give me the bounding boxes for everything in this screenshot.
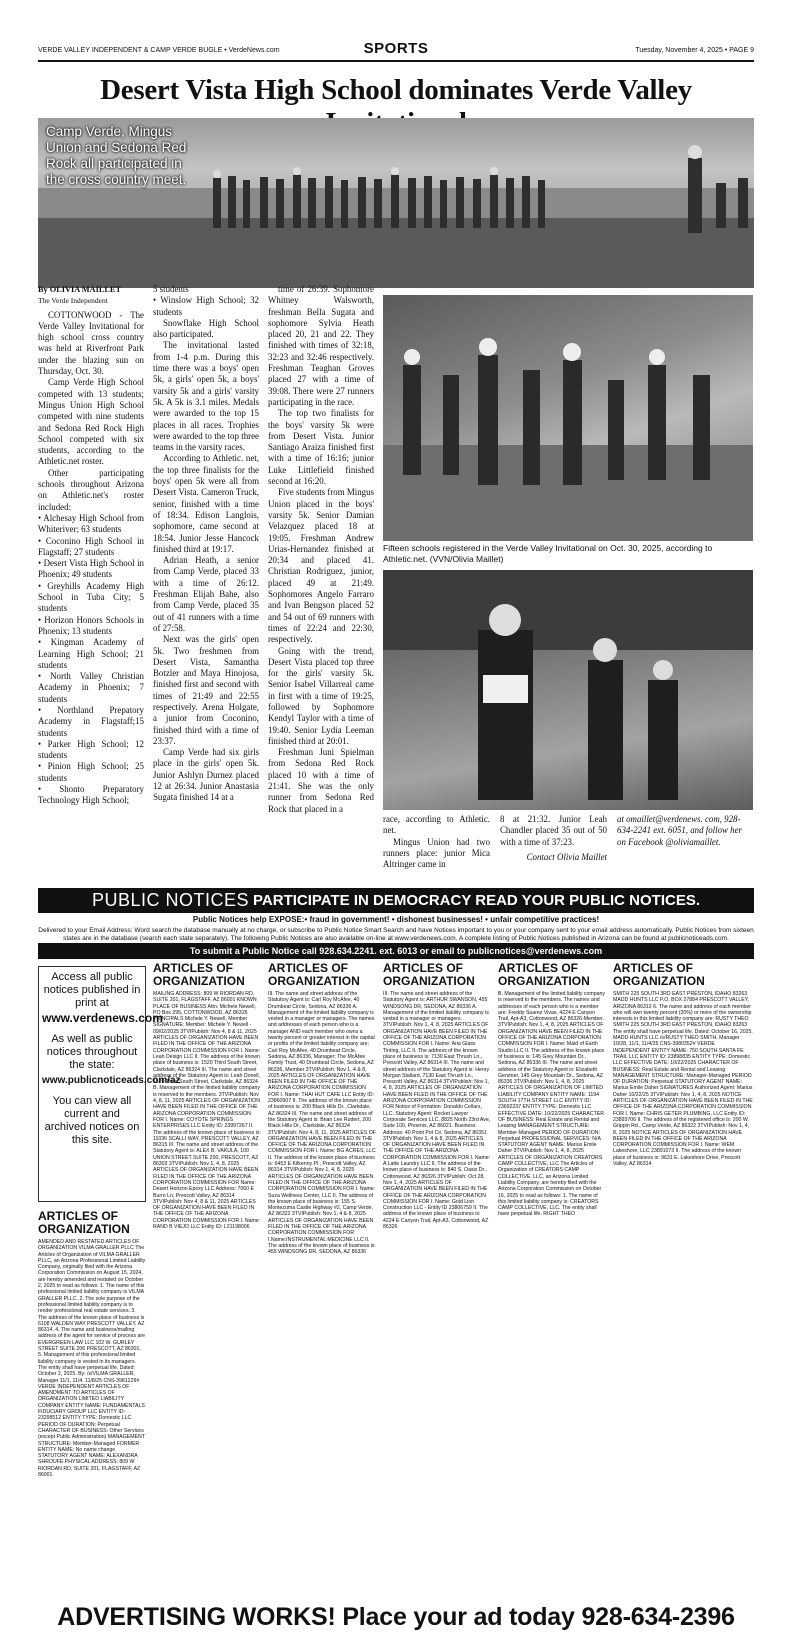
public-notices-slogan: PARTICIPATE IN DEMOCRACY READ YOUR PUBLIC NOTICES. [253, 892, 700, 909]
paragraph: Adrian Heath, a senior from Camp Verde, placed 33 with a time of 26:12. Freshman Elijah Bahe, also from Camp Verde, placed 35 out of 41 runners with a time of 27:58. [153, 555, 259, 633]
header-rule [38, 60, 754, 62]
byline: By OLIVIA MAILLET [38, 285, 121, 294]
paragraph: Mingus Union had two runners place: junior Mica Altringer came in [383, 836, 490, 870]
notice-column-6 [613, 962, 753, 1598]
list-item: • Northland Prepatory Academy in Flagstaff;15 students [38, 704, 144, 738]
list-item: • Coconino High School in Flagstaff; 27 students [38, 535, 144, 557]
list-item: • Shonto Preparatory Technology High School; [38, 784, 144, 806]
advertising-footer: ADVERTISING WORKS! Place your ad today 928-634-2396 [57, 1603, 735, 1631]
promo-text: Access all public notices published in print at [43, 971, 141, 1009]
list-item: • Parker High School; 12 students [38, 738, 144, 761]
photo-caption: Fifteen schools registered in the Verde Valley Invitational on Oct. 30, 2025, according to Athletic.net. (VVN/Olivia Maillet) [383, 543, 713, 564]
paragraph: The invitational lasted from 1-4 p.m. During this time there was a boys' open 5k, a girls' open 5k, a boys' varsity 5k and a girls' varsity 5k. A 5k is 3.1 miles. Medals were awarded to the top 15 places in all races. Trophies were awarded to the top three teams in the varsity races. [153, 340, 259, 453]
promo-text: You can view all current and archived notices on this site. [44, 1095, 140, 1146]
public-notices-banner [38, 888, 754, 913]
paragraph: time of 26:39. Sophomore Whitney Walsworth, freshman Bella Sugata and sophomore Sylvia Heath placed 20, 21 and 22. They finished with times of 32:18, 32:23 and 32:46 respectively. Freshman Teaghan Groves placed 27 with a time of 39:08. There were 27 runners participating in the race. [268, 284, 374, 407]
notice-text: AMENDED AND RESTATED ARTICLES OF ORGANIZATION VILMA GRALLER PLLC The Articles of Organization of VILMA GRALLER PLLC, an Arizona Professional Limited Liability Company, originally filed with the Arizona Corporation Commission on August 15, 2024, are hereby amended and restated on October 2, 2025 to read as follows: 1. The name of this professional limited liability company is VILMA GRALLER PLLC. 2. The sole purpose of the professional limited liability company is to render professional real estate services. 3. The address of the known place of business is 6108 WALDEN WAY PRESCOTT VALLEY, AZ 86314. 4. The name and business/mailing address of the agent for service of process are EVERGREEN LAW LLC 102 W. GURLEY STREET SUITE 206 PRESCOTT, AZ 86301. 5. Management of this professional limited liability company is vested in its managers. The entity shall have perpetual life. Dated: October 2, 2025. By: /s/VILMA GRALLER, Manager 11/1, 11/4, 11/8/25 CNS-3981229# VERDE INDEPENDENT ARTICLES OF AMENDMENT TO ARTICLES OF ORGANIZATION LIMITED LIABILITY COMPANY ENTITY NAME: FUNDAMENTALS FIDUCIARY GROUP LLC ENTITY ID: 23298512 ENTITY TYPE: Domestic LLC PERIOD OF DURATION: Perpetual CHARACTER OF BUSINESS: Other Services (except Public Administration) MANAGEMENT STRUCTURE: Member-Managed FORMER ENTITY NAME: No name change STATUTORY AGENT NAME: ALEXANDRA SHROUFE PHYSICAL ADDRESS: 809 W RIORDAN RD, SUITE 201, FLAGSTAFF, AZ 86001 [38, 1239, 146, 1478]
contact-line: Contact Olivia Maillet [526, 851, 607, 862]
byline-org: The Verde Independent [38, 296, 108, 306]
notice-text: B. Management of the limited liability company is reserved to the members. The names and addresses of each person who is a member are: Freddy Suarez Vivas, 4224 E Canyon Trail, Apt-A3, Cottonwood, AZ 86326-Member. 3TVIPublish: Nov 1, 4, 8, 2025 ARTICLES OF ORGANIZATION HAVE BEEN FILED IN THE OFFICE OF THE ARIZONA CORPORATION COMMISSION FOR I. Name: Maid of Earth Studio LLC II. The address of the known place of business is: 145 Grey Mountain Dr., Sedona, AZ 86336 III. The name and street address of the Statutory Agent is: Elizabeth Gerstner, 145 Grey Mountain Dr., Sedona, AZ 86336 3TVIPublish: Nov 1, 4, 8, 2025 ARTICLES OF ORGANIZATION OF LIMITED LIABILITY COMPANY ENTITY NAME: 1194 SOUTH 17TH STREET LLC ENTITY ID: 23692237 ENTITY TYPE: Domestic LLC EFFECTIVE DATE: 10/22/2025 CHARACTER OF BUSINESS: Real Estate and Rental and Leasing MANAGEMENT STRUCTURE: Member-Managed PERIOD OF DURATION: Perpetual PROFESSIONAL SERVICES: N/A STATUTORY AGENT NAME: Marius Emile Daher 3TVIPublish: Nov 1, 4, 8, 2025 ARTICLES OF ORGANIZATION CREATORS CAMP COLLECTIVE, LLC The Articles of Organization of CREATORS CAMP COLLECTIVE, LLC, an Arizona Limited Liability Company, are hereby filed with the Arizona Corporation Commission on October 16, 2025 to read as follows: 1. The name of this limited liability company is: CREATORS CAMP COLLECTIVE, LLC. The entity shall have perpetual life. RIGHT THEO [498, 991, 605, 1218]
notice-text: III. The name and street address of the Statutory Agent is: Carl Roy McAfee, 40 Drumbeat Circle, Sedona, AZ 86336 A. Management of the limited liability company is vested in a manager or managers. The names and addresses of each person who is a manager AND each member who owns a twenty percent or greater interest in the capital or profits of the limited liability company are: Carl Roy McAfee, 40 Drumbeat Circle, Sedona, AZ 86336, Manager; The McAfee Family Trust, 40 Drumbeat Circle, Sedona, AZ 86336, Member 3TVIPublish: Nov 1, 4 & 8, 2025 ARTICLES OF ORGANIZATION HAVE BEEN FILED IN THE OFFICE OF THE ARIZONA CORPORATION COMMISSION FOR I. Name: THAI HUT CAFE LLC Entity ID: 23860907 II. The address of the known place of business is: 200 Black Hills Dr., Clarkdale, AZ 86324 III. The name and street address of the Statutory Agent is: Brian Lee Rudert, 200 Black Hills Dr., Clarkdale, AZ 86324 3TVIPublish: Nov 4, 8, 11, 2025 ARTICLES OF ORGANIZATION HAVE BEEN FILED IN THE OFFICE OF THE ARIZONA CORPORATION COMMISSION FOR I. Name: BG ACRES, LLC II. The address of the known place of business is: 6453 E Kilkenny Pl., Prescott Valley, AZ 86314 3TVIPublish: Nov 1, 4, 8, 2025 ARTICLES OF ORGANIZATION HAVE BEEN FILED IN THE OFFICE OF THE ARIZONA CORPORATION COMMISSION FOR I. Name: Suza Wellness Center, LLC II. The address of the known place of business is: 155 S. Montezuma Castle Highway #2, Camp Verde, AZ 86322 3TVIPublish: Nov 1, 4 & 8, 2025 ARTICLES OF ORGANIZATION HAVE BEEN FILED IN THE OFFICE OF THE ARIZONA CORPORATION COMMISSION FOR I.Name:INSTRUMENTAL MEDICINE LLC II. The address of the known place of business is: 455 WINDSONG DR, SEDONA, AZ 86336 [268, 991, 376, 1256]
runners-illustration-3 [383, 570, 753, 810]
notice-heading: ARTICLES OF ORGANIZATION [38, 1210, 130, 1236]
notice-column-3 [268, 962, 376, 1598]
notice-heading: ARTICLES OF ORGANIZATION [383, 962, 475, 988]
article-column-5 [500, 814, 607, 884]
paragraph: Going with the trend, Desert Vista placed top three for the girls' varsity 5k. Senior Isabel Villarreal came in first with a time of 19:25, followed by Sophomore Kendyl Taylor with a time of 19:40. Senior Lydia Leeman finished third at 20:01. [268, 645, 374, 746]
promo-text: As well as public notices throughout the state: [46, 1033, 138, 1071]
notice-text: III. The name and street address of the Statutory Agent is: ARTHUR SWANSON, 455 WINDSONG DR, SEDONA, AZ 86336 A. Management of the limited liability company is vested in a manager or managers. 3TVIPublish: Nov 1, 4, 8, 2025 ARTICLES OF ORGANIZATION HAVE BEEN FILED IN THE OFFICE OF THE ARIZONA CORPORATION COMMISSION FOR I. Name: Aria Glass Tinting, LLC II. The address of the known place of business is: 7130 East Thrush Ln., Prescott Valley, AZ 86314 III. The name and street address of the Statutory Agent is: Henry Morgan Stallard, 7130 East Thrush Ln., Prescott Valley, AZ 86314 3TVIPublish: Nov 1, 4, 8, 2025 ARTICLES OF ORGANIZATION HAVE BEEN FILED IN THE OFFICE OF THE ARIZONA CORPORATION COMMISSION FOR Notice of Formation: Donaldo Cellars, LLC. Statutory Agent: Rocket Lawyer Corporate Services LLC, 8825 North 23rd Ave, Suite 100, Phoenix, AZ 86021. Business Address: 40 Point Pot Cir. Sedona, AZ 86351 3TVIPublish: Nov 1, 4 & 8, 2025 ARTICLES OF ORGANIZATION HAVE BEEN FILED IN THE OFFICE OF THE ARIZONA CORPORATION COMMISSION FOR I. Name: A Latte Laundry LLC II. The address of the known place of business is: 840 S. Oasis Dr., Cottonwood, AZ 86326 3TVIPublish: Oct 28, Nov 1, 4, 2025 ARTICLES OF ORGANIZATION HAVE BEEN FILED IN THE OFFICE OF THE ARIZONA CORPORATION COMMISSION FOR I. Name: Gold Lion Construction LLC - Entity ID 23806759 II. The address of the known place of business is: 4224 E Canyon Trail, Apt-A3, Cottonwood, AZ 86326 [383, 991, 491, 1230]
notice-column-2 [153, 962, 261, 1598]
paragraph: Snowflake High School also participated. [153, 317, 259, 340]
list-item: • Desert Vista High School in Phoenix; 49 students [38, 558, 144, 580]
submit-notice-bar: To submit a Public Notice call 928.634.2241. ext. 6013 or email to publicnotices@verdenews.com [38, 943, 754, 959]
paragraph: race, according to Athletic. net. [383, 814, 490, 836]
notice-heading: ARTICLES OF ORGANIZATION [613, 962, 705, 988]
list-item: • North Valley Christian Academy in Phoenix; 7 students [38, 671, 144, 704]
hero-caption: Camp Verde, Mingus Union and Sedona Red Rock all participated in the cross country meet. [46, 124, 187, 187]
notice-heading: ARTICLES OF ORGANIZATION [268, 962, 360, 988]
promo-link-publicnoticeads[interactable]: www.publicnoticeads.com/az [42, 1075, 181, 1086]
notice-column-1 [38, 1210, 146, 1598]
article-column-2 [153, 284, 259, 884]
page-header [38, 40, 754, 62]
paragraph: COTTONWOOD - The Verde Valley Invitational for high school cross country was held at Riverfront Park under the blazing sun on Thursday, Oct. 30. [38, 309, 144, 377]
runners-photo-3 [383, 570, 753, 810]
notice-column-4 [383, 962, 491, 1598]
public-notices-title: PUBLIC NOTICES [91, 890, 250, 910]
list-item: • Alchesay High School from Whiteriver; 63 students [38, 512, 144, 535]
article-column-3 [268, 284, 374, 884]
notice-access-promo [38, 966, 181, 1202]
runners-illustration-2 [383, 295, 753, 541]
headline: Desert Vista High School dominates Verde Valley [100, 74, 692, 106]
article-column-1 [38, 284, 144, 884]
notice-column-5 [498, 962, 606, 1598]
public-notices-note: Delivered to your Email Address: Word search the database manually at no charge, or subscribe to Public Notice Smart Search and have Notices important to you or your company sent to your email address automatically. Public Notices from sixteen states are in the database (search each state separately). The following Public Notices are also available on-line at www.verdenews.com. A complete listing of Public Notices published in Arizona can be found at publicnoticeads.com. [38, 927, 754, 942]
promo-link-verdenews[interactable]: www.verdenews.com [42, 1011, 163, 1025]
paragraph: According to Athletic. net, the top three finalists for the boys' open 5k were all from Desert Vista. Cameron Truck, senior, finished with a time of 18:34. Edison Langlois, sophomore, came second at 18:54. Junior Jesse Hancock finished third at 19:17. [153, 453, 259, 554]
notice-text: SMITH 225 SOUTH 3RD EAST PRESTON, IDAHO 83263 MADD HUNTS LLC P.O. BOX 27884 PRESCOTT VALLEY, ARIZONA 86312 6. The name and address of each member who will own twenty percent (20%) or more of the ownership interests in this limited liability company are: RUSTY THEO SMITH 225 SOUTH 3RD EAST PRESTON, IDAHO 83263 The entity shall have perpetual life. Dated: October 16, 2025. MADD HUNTS LLC /s/RUSTY THEO SMITH, Manager 10/28, 11/1, 11/4/25 CNS-3980352# VERDE INDEPENDENT ENTITY NAME: 750 SOUTH SANTA FE TRAIL LLC ENTITY ID: 23898835 ENTITY TYPE: Domestic LLC EFFECTIVE DATE: 10/22/2025 CHARACTER OF BUSINESS: Real Estate and Rental and Leasing MANAGEMENT STRUCTURE: Manager-Managed PERIOD OF DURATION: Perpetual STATUTORY AGENT NAME: Marius Emile Daher SIGNATURES Authorized Agent: Marius Daher 10/22/25 3TVIPublish: Nov 1, 4, 8, 2025 NOTICE ARTICLES OF ORGANIZATION HAVE BEEN FILED IN THE OFFICE OF THE ARIZONA CORPORATION COMMISSION FOR I. Name: CHRIS GETER PLUMBING, LLC Entity ID: 23893706 II. The address of the registered office is: 200 W. Grippin Rd., Camp Verde, AZ 86322 3TVIPublish: Nov 1, 4, 8, 2025 NOTICE ARTICLES OF ORGANIZATION HAVE BEEN FILED IN THE OFFICE OF THE ARIZONA CORPORATION COMMISSION FOR I. Name: WEM Lakeshore, LLC 23891073 II. The address of the known place of business is: 9631 E. Lakeshore Drive, Prescott Valley, AZ 86314 [613, 991, 753, 1168]
article-column-6: at omaillet@verdenews. com, 928-634-2241 ext. 6051, and follow her on Facebook @oliviamaillet. [617, 814, 742, 847]
hero-photo [38, 118, 754, 288]
notice-heading: ARTICLES OF ORGANIZATION [498, 962, 590, 988]
paragraph: 8 at 21:32. Junior Leah Chandler placed 35 out of 50 with a time of 37:23. [500, 814, 607, 847]
paragraph: The top two finalists for the boys' varsity 5k were from Desert Vista. Junior Santiago Araiza finished first with a time of 16:16; junior Luke Littlefield finished second at 16:20. [268, 408, 374, 487]
list-item: • Horizon Honors Schools in Phoenix; 13 students [38, 614, 144, 636]
runners-photo-2 [383, 295, 753, 541]
list-item: 5 students [153, 284, 189, 294]
paragraph: Next was the girls' open 5k. Two freshmen from Desert Vista, Samantha Botzler and Maya Hinojosa, finished first and second with times of 21:49 and 22:55 respectively. Arena Holgate, a junior from Coconino, finished third with a time of 23:37. [153, 634, 259, 746]
public-notices-subtitle: Public Notices help EXPOSE:• fraud in government! • dishonest businesses! • unfair competitive practices! [192, 915, 600, 924]
list-item: • Winslow High School; 32 students [153, 295, 259, 317]
section-label: SPORTS [363, 40, 429, 57]
paragraph: Camp Verde had six girls place in the girls' open 5k. Junior Ashlyn Durnez placed 12 at 26:34. Junior Anastasia Sugata finished 14 at a [153, 747, 259, 803]
notice-text: MAILING ADDRESS: 809 W RIORDAN RD, SUITE 201, FLAGSTAFF, AZ 86001 KNOWN PLACE OF BUSINESS Attn: Michele Newell, PO Box 295, COTTONWOOD, AZ 86326 PRINCIPALS Michele Y. Newell, Member SIGNATURE: Member: Michele Y. Newell - 09/02/2025 3TVIPublish: Nov 4, 8 & 11, 2025 ARTICLES OF ORGANIZATION HAVE BEEN FILED IN THE OFFICE OF THE ARIZONA CORPORATION COMMISSION FOR I. Name: Leah Design LLC II. The address of the known place of business is: 1520 Third South Street, Clarkdale, AZ 86324 III. The name and street address of the Statutory Agent is: Leah Donell, 1520 Third South Street, Clarkdale, AZ 86324 B. Management of the limited liability company is reserved to the members. 3TVIPublish: Nov 4, 8, 11, 2025 ARTICLES OF ORGANIZATION HAVE BEEN FILED IN THE OFFICE OF THE ARIZONA CORPORATION COMMISSION FOR I. Name: COYOTE SPRINGS ENTERPRISES LLC Entity ID: 23997267 II. The address of the known place of business is: 11036 SCALLI WAY, PRESCOTT VALLEY, AZ 86315 III. The name and street address of the Statutory Agent is: ALEX B. VAKULA, 100 UNION STREET SUITE 200, PRESCOTT, AZ 86303 3TVIPublish: Nov 1, 4, 8, 2025 ARTICLES OF ORGANIZATION HAVE BEEN FILED IN THE OFFICE OF THE ARIZONA CORPORATION COMMISSION FOR Name: Desert Horizon Epoxy LLC Address: 7060 E Burro Ln, Prescott Valley, AZ 86314 3TVIPublish: Nov 4, 8 & 11, 2025 ARTICLES OF ORGANIZATION HAVE BEEN FILED IN THE OFFICE OF THE ARIZONA CORPORATION COMMISSION FOR I. Name: RAND B VIEJO LLC Entity ID: L21198006 [153, 991, 261, 1230]
paragraph: Five students from Mingus Union placed in the boys' varsity 5k. Senior Damian Velazquez placed 18 at 19:05. Freshman Andrew Urias-Hernandez finished at 20:34 and placed 41. Christian Rodriguez, junior, placed 49 at 21:49. Sophomores Angelo Farraro and Ivan Bengson placed 52 and 54 out of 69 runners with times of 22:24 and 22:30, respectively. [268, 487, 374, 645]
paragraph: Freshman Juni Spielman from Sedona Red Rock placed 10 with a time of 21:41. She was the only runner from Sedona Red Rock that placed in a [268, 747, 374, 814]
paragraph: Other participating schools throughout Arizona on Athletic.net's roster included: [38, 467, 144, 512]
notice-heading: ARTICLES OF ORGANIZATION [153, 962, 245, 988]
header-publication: VERDE VALLEY INDEPENDENT & CAMP VERDE BUGLE • VerdeNews.com [38, 47, 280, 54]
list-item: • Greyhills Academy High School in Tuba City; 5 students [38, 580, 144, 614]
list-item: • Pinion High School; 25 students [38, 761, 144, 783]
header-date-page: Tuesday, November 4, 2025 • PAGE 9 [635, 47, 754, 54]
article-column-4 [383, 814, 490, 884]
paragraph: Camp Verde High School competed with 13 students; Mingus Union High School competed with nine students and Sedona Red Rock High School competed with six students, according to the Athletic.net roster. [38, 377, 144, 467]
list-item: • Kingman Academy of Learning High School; 21 students [38, 637, 144, 670]
